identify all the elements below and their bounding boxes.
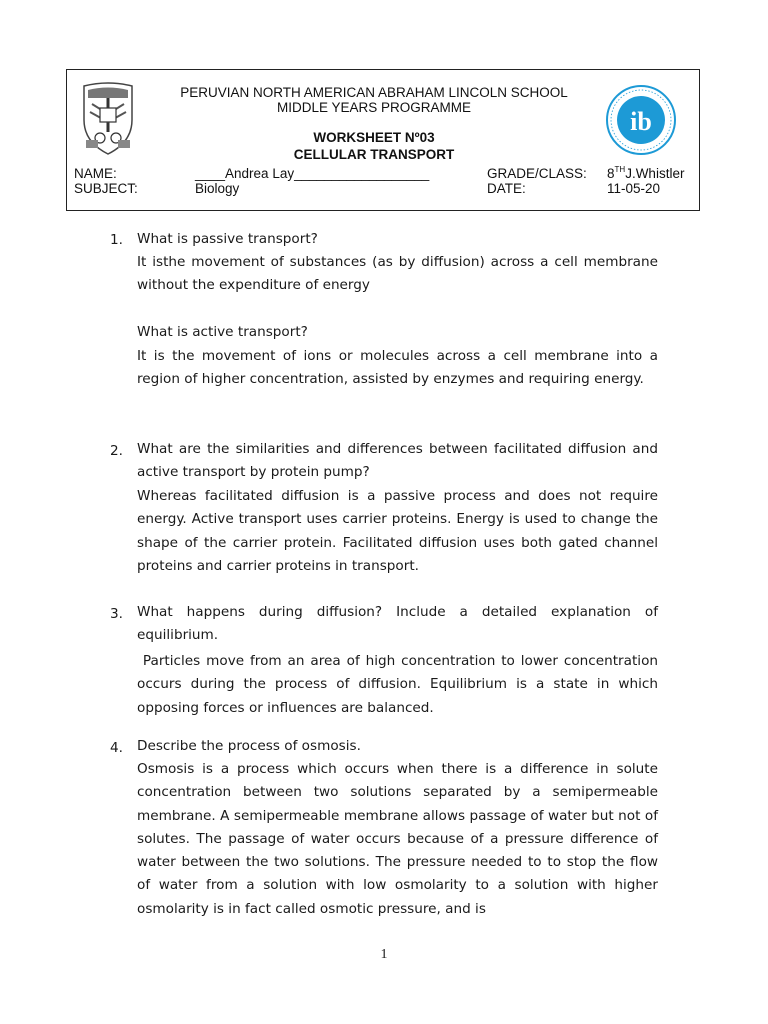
school-name: PERUVIAN NORTH AMERICAN ABRAHAM LINCOLN SCHOOL (180, 85, 568, 100)
name-label: NAME: (74, 166, 117, 181)
worksheet-topic: CELLULAR TRANSPORT (293, 147, 455, 162)
worksheet-header (66, 69, 700, 211)
worksheet-number: WORKSHEET Nº03 (313, 130, 435, 145)
page-number: 1 (380, 947, 388, 962)
grade-value (607, 166, 684, 181)
grade-suffix: TH (614, 165, 626, 174)
question-number: 4. (110, 740, 123, 756)
grade-number: 8 (607, 166, 615, 181)
question-text: What is passive transport? (137, 231, 318, 247)
question-text: What are the similarities and differences between facilitated diffusion and active transport by protein pump? (137, 441, 658, 481)
question-number: 3. (110, 606, 123, 622)
question-text: What is active transport? (137, 324, 308, 340)
ib-logo (604, 83, 678, 157)
question-text: Describe the process of osmosis. (137, 738, 361, 754)
answer-text: Whereas facilitated diffusion is a passive process and does not require energy. Active transport uses carrier proteins. Energy is used to change the shape of the carrier protein. Facilitated diffusion uses both gated channel proteins and carrier proteins in transport. (137, 488, 658, 574)
grade-class: J.Whistler (625, 166, 685, 181)
question-text: What happens during diffusion? Include a detailed explanation of equilibrium. (137, 604, 658, 644)
ib-logo-letters: ib (630, 107, 652, 136)
answer-text: It isthe movement of substances (as by diffusion) across a cell membrane without the expenditure of energy (137, 254, 658, 294)
date-value: 11-05-20 (607, 181, 661, 196)
question-number: 2. (110, 443, 123, 459)
answer-text: Osmosis is a process which occurs when there is a difference in solute concentration between two solutions separated by a semipermeable membrane. A semipermeable membrane allows passage of water but not of solutes. The passage of water occurs because of a pressure difference of water between the two solutions. The pressure needed to to stop the flow of water from a solution with low osmolarity to a solution with higher osmolarity is in fact called osmotic pressure, and is (137, 761, 658, 917)
programme-name: MIDDLE YEARS PROGRAMME (276, 100, 472, 115)
answer-text: It is the movement of ions or molecules across a cell membrane into a region of higher concentration, assisted by enzymes and requiring energy. (137, 348, 658, 388)
subject-value: Biology (195, 181, 240, 196)
name-value: ____Andrea Lay__________________ (195, 166, 430, 181)
date-label: DATE: (487, 181, 526, 196)
question-number: 1. (110, 232, 123, 248)
answer-text: Particles move from an area of high concentration to lower concentration occurs during the process of diffusion. Equilibrium is a state in which opposing forces or influences are balanced. (137, 653, 663, 716)
grade-label: GRADE/CLASS: (487, 166, 587, 181)
subject-label: SUBJECT: (74, 181, 138, 196)
